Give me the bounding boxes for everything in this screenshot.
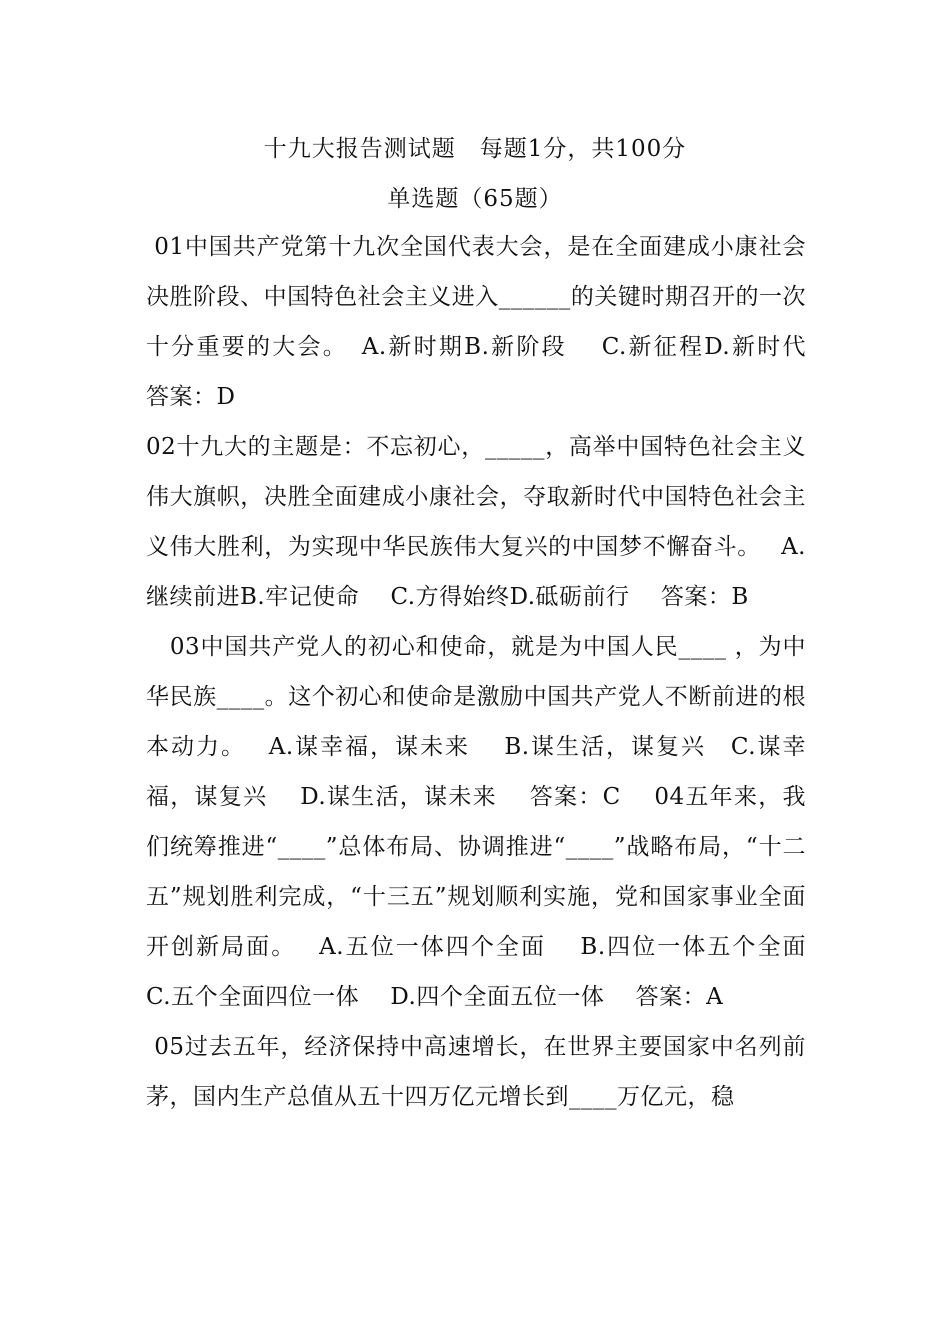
- question-text: 03中国共产党人的初心和使命，就是为中国人民____ ，为中华民族____。这个初心和使命是激励中国共产党人不断前进的根本动力。 A.谋幸福，谋未来 B.谋生活，谋复兴 C.谋幸福，谋复兴 D.谋生活，谋未来 答案：C 04五年来，我们统筹推进“____”总体布局、协调推进“____”战略布局，“十二五”规划胜利完成，“十三五”规划顺利实施，党和国家事业全面开创新局面。 A.五位一体四个全面 B.四位一体五个全面 C.五个全面四位一体 D.四个全面五位一体 答案：A: [146, 634, 838, 1010]
- question-05: [146, 1022, 806, 1122]
- page-title: 十九大报告测试题 每题1分，共100分: [263, 136, 687, 162]
- question-01: [146, 222, 838, 422]
- question-text: 01中国共产党第十九次全国代表大会，是在全面建成小康社会决胜阶段、中国特色社会主义进入______的关键时期召开的一次十分重要的大会。 A.新时期B.新阶段 C.新征程D.新时代 答案：D: [146, 234, 838, 410]
- question-list: [146, 222, 838, 1122]
- question-text: 05过去五年，经济保持中高速增长，在世界主要国家中名列前茅，国内生产总值从五十四万亿元增长到____万亿元，稳: [146, 1034, 806, 1110]
- question-02: [146, 422, 806, 622]
- section-subtitle: 单选题（65题）: [387, 186, 563, 212]
- question-03-04: [146, 622, 838, 1022]
- question-text: 02十九大的主题是：不忘初心，_____，高举中国特色社会主义伟大旗帜，决胜全面建成小康社会，夺取新时代中国特色社会主义伟大胜利，为实现中华民族伟大复兴的中国梦不懈奋斗。 A.继续前进B.牢记使命 C.方得始终D.砥砺前行 答案：B: [146, 434, 806, 610]
